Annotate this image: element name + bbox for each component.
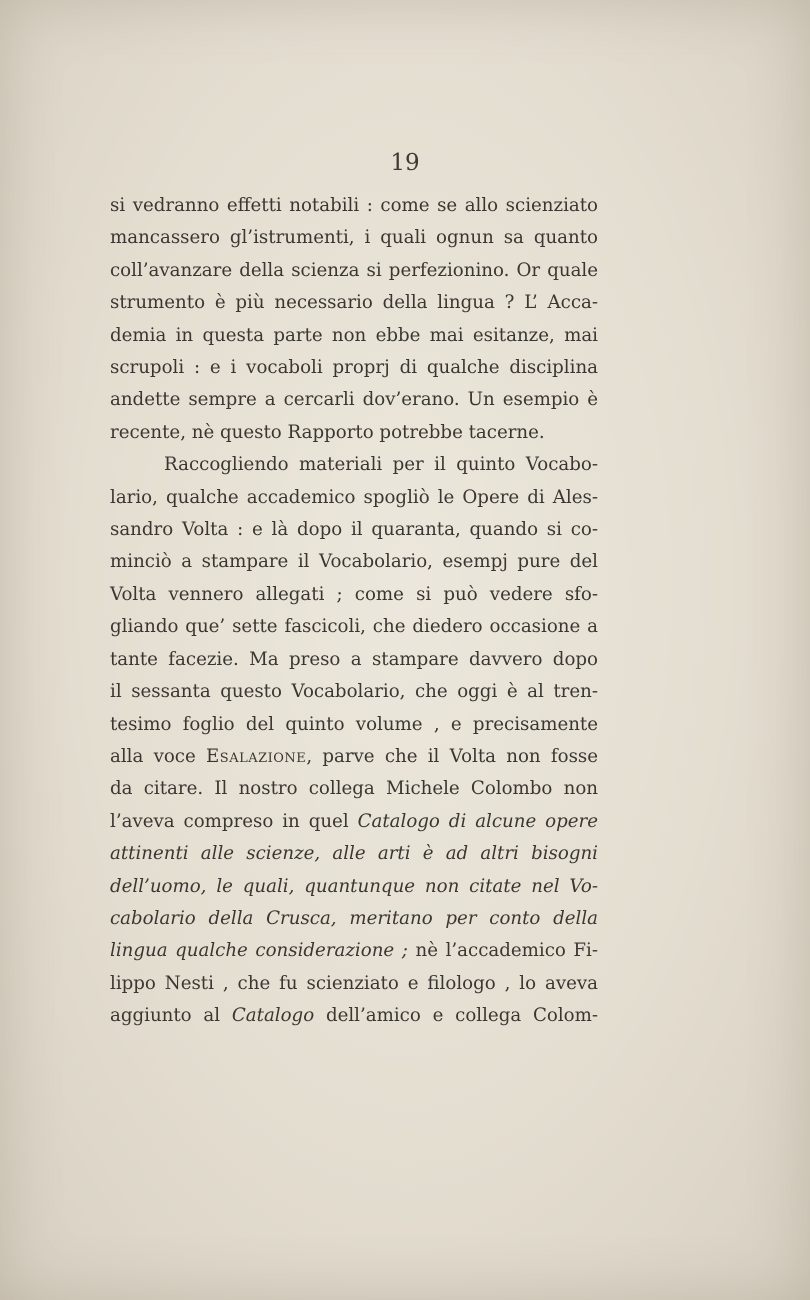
italic-text: lingua qualche considerazione ; xyxy=(110,940,408,962)
text-segment: l’aveva compreso in quel xyxy=(110,810,358,832)
text-line xyxy=(110,579,598,611)
text-line xyxy=(110,773,598,805)
text-segment: alla voce xyxy=(110,745,207,767)
text-segment: minciò a stampare il Vocabolario, esempj pure del xyxy=(110,551,598,573)
text-segment: tesimo foglio del quinto volume , e precisamente xyxy=(110,713,598,735)
text-line xyxy=(110,644,598,676)
text-line xyxy=(110,255,598,287)
small-caps-text: Esalazione xyxy=(206,745,307,767)
text-line xyxy=(110,287,598,319)
text-line xyxy=(110,611,598,643)
text-line xyxy=(110,482,598,514)
text-line xyxy=(110,546,598,578)
text-segment: il sessanta questo Vocabolario, che oggi è al tren- xyxy=(110,681,598,703)
text-line xyxy=(110,871,598,903)
text-segment: demia in questa parte non ebbe mai esitanze, mai xyxy=(110,324,598,346)
italic-text: attinenti alle scienze, alle arti è ad altri bisogni xyxy=(110,843,598,865)
text-line xyxy=(110,384,598,416)
text-segment: Volta vennero allegati ; come si può vedere sfo- xyxy=(110,583,598,605)
text-line xyxy=(110,838,598,870)
text-line xyxy=(110,190,598,222)
text-segment: strumento è più necessario della lingua ? L’ Acca- xyxy=(110,292,598,314)
text-segment: da citare. Il nostro collega Michele Colombo non xyxy=(110,778,598,800)
text-segment: tante facezie. Ma preso a stampare davvero dopo xyxy=(110,648,598,670)
text-segment: dell’amico e collega Colom- xyxy=(314,1005,598,1027)
text-line xyxy=(110,320,598,352)
text-segment: sandro Volta : e là dopo il quaranta, quando si co- xyxy=(110,519,598,541)
italic-text: Catalogo di alcune opere xyxy=(357,810,598,832)
text-line xyxy=(110,514,598,546)
text-segment: Raccogliendo materiali per il quinto Vocabo- xyxy=(164,454,598,476)
page-number: 19 xyxy=(390,150,420,176)
text-segment: lippo Nesti , che fu scienziato e filologo , lo aveva xyxy=(110,972,598,994)
text-line xyxy=(110,417,598,449)
text-segment: si vedranno effetti notabili : come se allo scienziato xyxy=(110,195,598,216)
text-segment: scrupoli : e i vocaboli proprj di qualche disciplina xyxy=(110,357,598,379)
text-line xyxy=(110,806,598,838)
text-line xyxy=(110,1000,598,1032)
text-line xyxy=(110,741,598,773)
text-line xyxy=(110,352,598,384)
italic-text: Catalogo xyxy=(231,1005,315,1027)
text-segment: coll’avanzare della scienza si perfezionino. Or quale xyxy=(110,259,598,281)
text-segment: andette sempre a cercarli dov’erano. Un esempio è xyxy=(110,389,598,411)
body-text xyxy=(110,190,598,1033)
text-line xyxy=(110,968,598,1000)
text-segment: gliando que’ sette fascicoli, che diedero occasione a xyxy=(110,616,598,638)
text-segment: aggiunto al xyxy=(110,1005,232,1027)
text-line xyxy=(110,676,598,708)
text-line xyxy=(110,709,598,741)
text-line xyxy=(110,222,598,254)
text-segment: nè l’accademico Fi- xyxy=(407,940,598,962)
text-segment: , parve che il Volta non fosse xyxy=(306,745,599,767)
italic-text: cabolario della Crusca, meritano per conto della xyxy=(110,907,598,929)
text-line xyxy=(110,935,598,967)
text-segment: recente, nè questo Rapporto potrebbe tacerne. xyxy=(110,421,545,443)
text-segment: mancassero gl’istrumenti, i quali ognun sa quanto xyxy=(110,227,598,249)
text-line xyxy=(110,903,598,935)
text-segment: lario, qualche accademico spogliò le Opere di Ales- xyxy=(110,486,598,508)
text-line xyxy=(110,449,598,481)
italic-text: dell’uomo, le quali, quantunque non citate nel Vo- xyxy=(110,875,598,897)
